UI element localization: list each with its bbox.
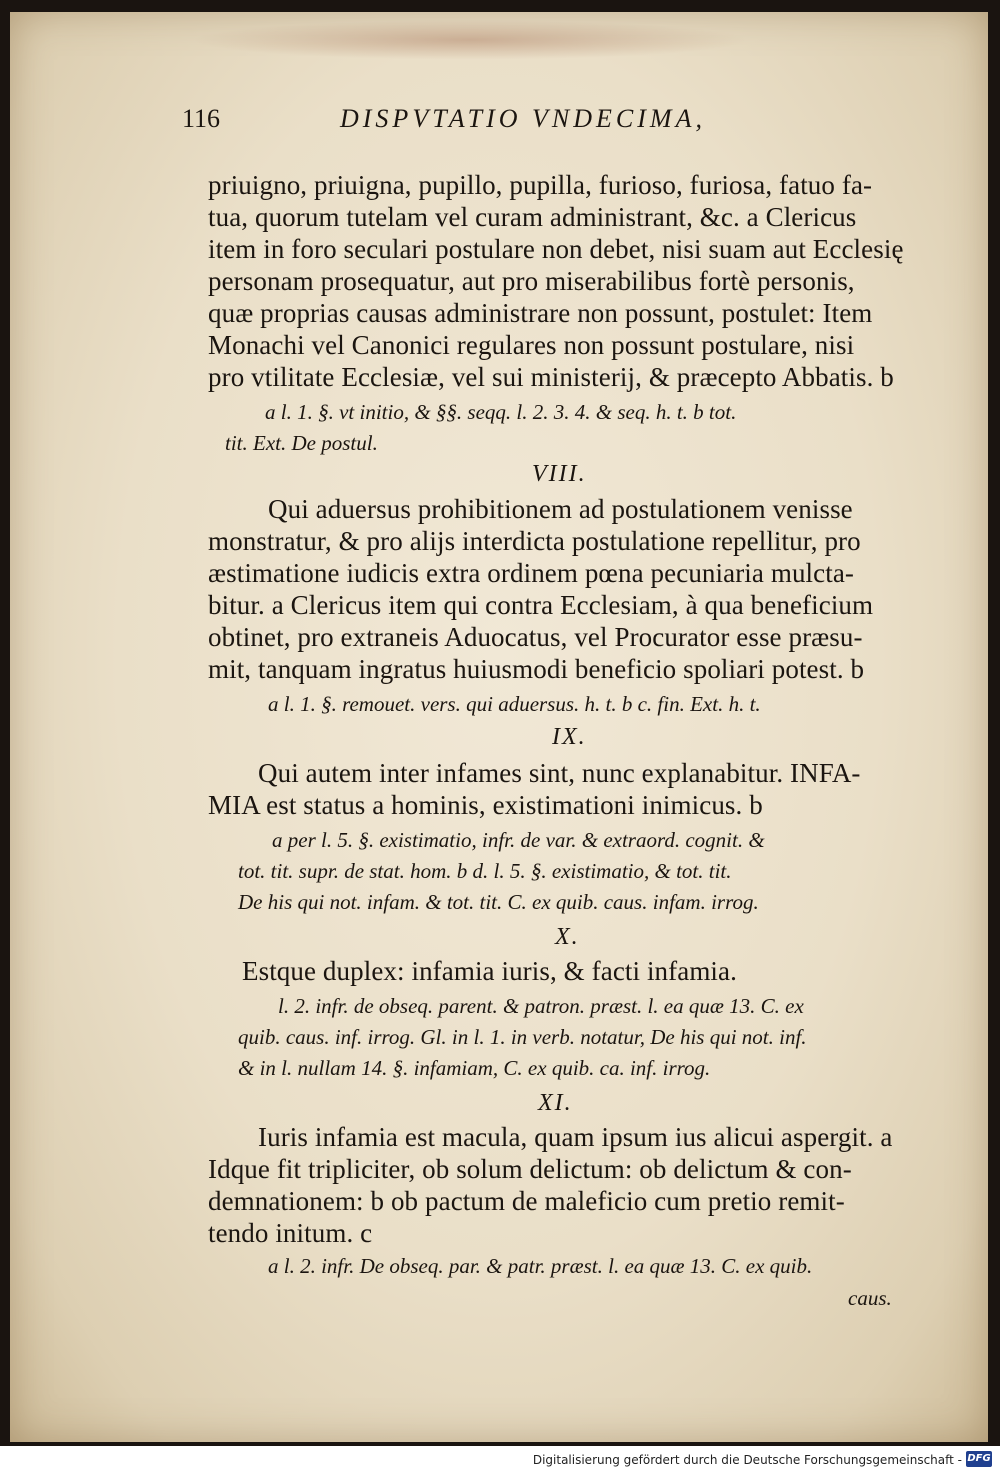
text-line: tua, quorum tutelam vel curam administrant, &c. a Clericus <box>208 202 857 232</box>
text-line: MIA est status a hominis, existimationi inimicus. b <box>208 790 763 820</box>
footnote-line: a per l. 5. §. existimatio, infr. de var. & extraord. cognit. & <box>272 828 765 852</box>
running-head: DISPVTATIO VNDECIMA, <box>340 104 706 133</box>
text-line: item in foro seculari postulare non debet, nisi suam aut Ecclesię <box>208 234 904 264</box>
text-line: Monachi vel Canonici regulares non possunt postulare, nisi <box>208 330 855 360</box>
text-line: priuigno, priuigna, pupillo, pupilla, furioso, furiosa, fatuo fa- <box>208 170 873 200</box>
section-number: X. <box>555 924 580 950</box>
text-line: Estque duplex: infamia iuris, & facti infamia. <box>242 956 737 986</box>
text-line: æstimatione iudicis extra ordinem pœna pecuniaria mulcta- <box>208 558 855 588</box>
funding-notice: Digitalisierung gefördert durch die Deutsche Forschungsgemeinschaft - <box>532 1453 962 1467</box>
section-number: XI. <box>538 1090 573 1116</box>
text-line: Idque fit tripliciter, ob solum delictum: ob delictum & con- <box>208 1154 852 1184</box>
text-line: Qui aduersus prohibitionem ad postulationem venisse <box>268 494 853 524</box>
text-line: Qui autem inter infames sint, nunc explanabitur. INFA- <box>258 758 861 788</box>
footnote-line: tit. Ext. De postul. <box>225 431 378 455</box>
footnote-line: De his qui not. infam. & tot. tit. C. ex quib. caus. infam. irrog. <box>238 890 759 914</box>
text-line: quæ proprias causas administrare non possunt, postulet: Item <box>208 298 873 328</box>
text-line: monstratur, & pro alijs interdicta postulatione repellitur, pro <box>208 526 861 556</box>
dfg-logo-icon: DFG <box>966 1451 992 1467</box>
text-line: Iuris infamia est macula, quam ipsum ius alicui aspergit. a <box>258 1122 893 1152</box>
page-text <box>10 12 988 1442</box>
page-number: 116 <box>182 104 221 133</box>
footnote-line: a l. 2. infr. De obseq. par. & patr. præst. l. ea quæ 13. C. ex quib. <box>268 1254 813 1278</box>
footnote-line: l. 2. infr. de obseq. parent. & patron. præst. l. ea quæ 13. C. ex <box>278 994 804 1018</box>
text-line: mit, tanquam ingratus huiusmodi beneficio spoliari potest. b <box>208 654 865 684</box>
footnote-line: quib. caus. inf. irrog. Gl. in l. 1. in verb. notatur, De his qui not. inf. <box>238 1025 807 1049</box>
text-line: pro vtilitate Ecclesiæ, vel sui ministerij, & præcepto Abbatis. b <box>208 362 894 392</box>
text-line: demnationem: b ob pactum de maleficio cum pretio remit- <box>208 1186 845 1216</box>
text-line: personam prosequatur, aut pro miserabilibus fortè personis, <box>208 266 855 296</box>
footnote-line: a l. 1. §. vt initio, & §§. seqq. l. 2. 3. 4. & seq. h. t. b tot. <box>265 400 737 424</box>
footnote-line: & in l. nullam 14. §. infamiam, C. ex quib. ca. inf. irrog. <box>238 1056 711 1080</box>
section-number: IX. <box>552 724 587 750</box>
footnote-line: a l. 1. §. remouet. vers. qui aduersus. h. t. b c. fin. Ext. h. t. <box>268 692 761 716</box>
footnote-line: caus. <box>848 1286 892 1310</box>
text-line: obtinet, pro extraneis Aduocatus, vel Procurator esse præsu- <box>208 622 863 652</box>
text-line: tendo initum. c <box>208 1218 373 1248</box>
section-number: VIII. <box>532 461 587 487</box>
text-line: bitur. a Clericus item qui contra Ecclesiam, à qua beneficium <box>208 590 874 620</box>
footnote-line: tot. tit. supr. de stat. hom. b d. l. 5. §. existimatio, & tot. tit. <box>238 859 732 883</box>
footer-bar <box>0 1446 1000 1474</box>
book-page <box>10 12 988 1442</box>
